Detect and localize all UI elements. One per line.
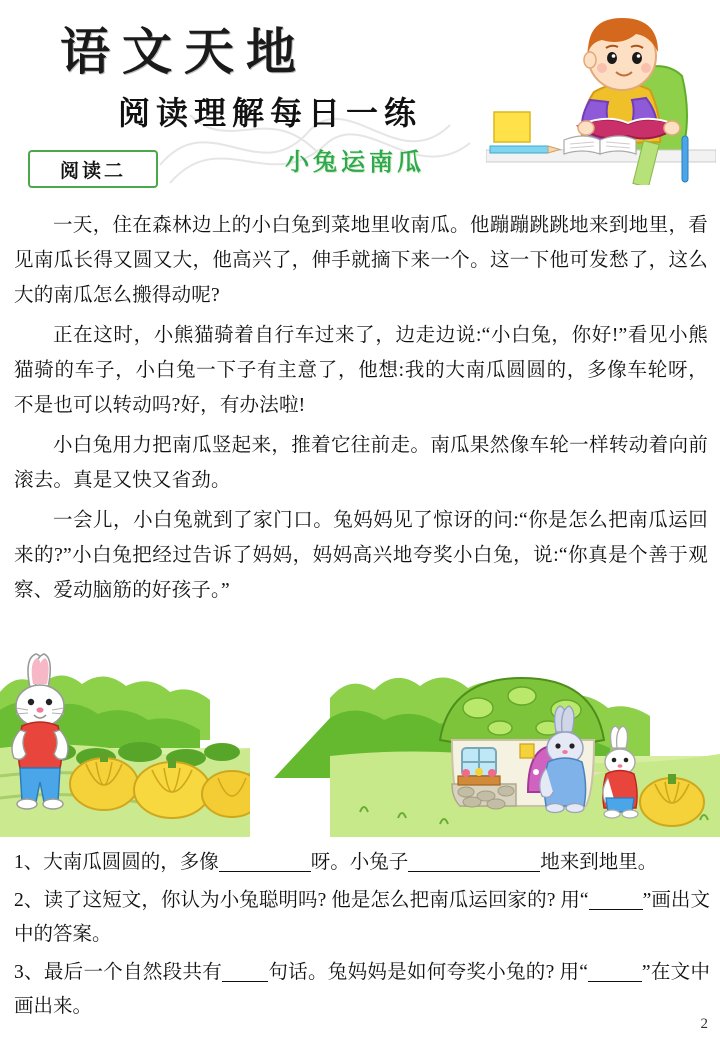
answer-blank[interactable] <box>589 909 643 910</box>
left-scene <box>0 652 262 837</box>
page-header <box>0 0 720 200</box>
answer-blank[interactable] <box>219 871 311 872</box>
question-text: 大南瓜圆圆的，多像 <box>43 852 219 873</box>
illustration-strip <box>0 652 720 837</box>
question-text: 呀。小兔子 <box>310 852 409 873</box>
question-text: 最后一个自然段共有 <box>43 962 223 983</box>
question-text: 在文中画出来。 <box>14 962 710 1017</box>
question-text: 读了这短文，你认为小兔聪明吗? 他是怎么把南瓜运回家的? 用“ <box>43 890 589 911</box>
question-text: 画出文中的答案。 <box>14 890 710 945</box>
lesson-title: 小兔运南瓜 <box>285 150 425 176</box>
page-title: 语文天地 <box>60 24 308 80</box>
status-badge: 阅读二 <box>28 150 158 188</box>
page-number: 2 <box>700 1016 708 1032</box>
answer-blank[interactable] <box>222 981 268 982</box>
question-number: 3、 <box>14 962 44 983</box>
article-body <box>14 208 708 613</box>
questions-list <box>14 846 710 1028</box>
question-text: ” <box>641 962 651 983</box>
page-subtitle: 阅读理解每日一练 <box>118 95 423 131</box>
question-text: 地来到地里。 <box>540 852 658 873</box>
article-paragraph: 一天，住在森林边上的小白兔到菜地里收南瓜。他蹦蹦跳跳地来到地里，看见南瓜长得又圆又大，他高兴了，伸手就摘下来一个。这一下他可发愁了，这么大的南瓜怎么搬得动呢? <box>14 215 708 306</box>
question-2 <box>14 884 710 952</box>
boy-reading-illustration <box>486 0 716 185</box>
story-illustration <box>0 652 720 837</box>
question-number: 1、 <box>14 852 44 873</box>
article-paragraph: 小白兔用力把南瓜竖起来，推着它往前走。南瓜果然像车轮一样转动着向前滚去。真是又快又省劲。 <box>14 435 708 491</box>
right-scene <box>274 652 720 837</box>
question-3 <box>14 956 710 1024</box>
article-paragraph: 正在这时，小熊猫骑着自行车过来了，边走边说:“小白兔，你好!”看见小熊猫骑的车子，小白兔一下子有主意了，他想:我的大南瓜圆圆的，多像车轮呀，不是也可以转动吗?好，有办法啦! <box>14 325 708 416</box>
answer-blank[interactable] <box>408 871 540 872</box>
answer-blank[interactable] <box>588 981 642 982</box>
question-1 <box>14 846 710 880</box>
question-text: ” <box>642 890 652 911</box>
question-number: 2、 <box>14 890 44 911</box>
question-text: 句话。兔妈妈是如何夸奖小兔的? 用“ <box>268 962 588 983</box>
article-paragraph: 一会儿，小白兔就到了家门口。兔妈妈见了惊讶的问:“你是怎么把南瓜运回来的?”小白兔把经过告诉了妈妈，妈妈高兴地夸奖小白兔，说:“你真是个善于观察、爱动脑筋的好孩子。” <box>14 510 708 601</box>
